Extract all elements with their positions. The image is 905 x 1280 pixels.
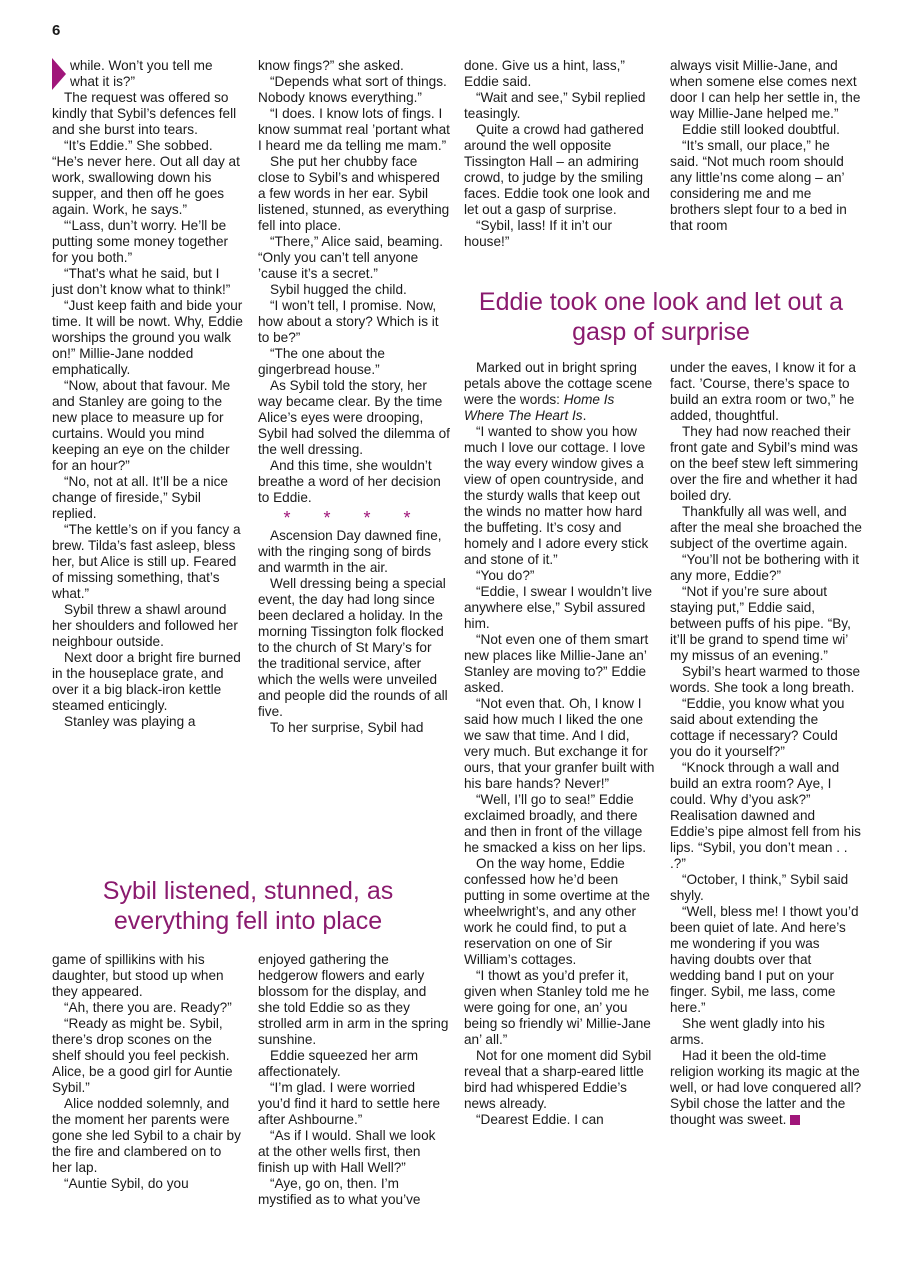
paragraph: “I won’t tell, I promise. Now, how about a story? Which is it to be?” (258, 298, 439, 345)
paragraph: “I does. I know lots of fings. I know summat real ’portant what I heard me da telling me mam.” (258, 106, 450, 153)
paragraph: “Not even that. Oh, I know I said how much I liked the one we saw that time. And I did, very much. But exchange it for ours, that your granfer built with his bare hands? Never!” (464, 696, 655, 791)
paragraph: “Well, I’ll go to sea!” Eddie exclaimed broadly, and there and then in front of the village he smacked a kiss on her lips. (464, 792, 647, 855)
paragraph: “I’m glad. I were worried you’d find it hard to settle here after Ashbourne.” (258, 1080, 441, 1127)
paragraph: “There,” Alice said, beaming. “Only you can’t tell anyone ’cause it’s a secret.” (258, 234, 444, 281)
paragraph: “Well, bless me! I thowt you’d been quiet of late. And here’s me wondering if you was having doubts over that wedding band I put on your finger. Sybil, me lass, come here.” (670, 904, 859, 1015)
paragraph: enjoyed gathering the hedgerow flowers and early blossom for the display, and she told Eddie so as they strolled arm in arm in the spring sunshine. (258, 952, 449, 1047)
paragraph: “The one about the gingerbread house.” (258, 346, 385, 377)
paragraph: Not for one moment did Sybil reveal that a sharp-eared little bird had whispered Eddie’s news already. (464, 1048, 652, 1111)
paragraph: Sybil’s heart warmed to those words. She took a long breath. (670, 664, 861, 695)
paragraph: “That’s what he said, but I just don’t know what to think!” (52, 266, 231, 297)
paragraph: “You’ll not be bothering with it any more, Eddie?” (670, 552, 860, 583)
paragraph: Stanley was playing a (64, 714, 196, 729)
paragraph: “October, I think,” Sybil said shyly. (670, 872, 849, 903)
paragraph: Thankfully all was well, and after the meal she broached the subject of the overtime again. (670, 504, 862, 551)
page-number: 6 (52, 22, 61, 39)
paragraph: “Not even one of them smart new places like Millie-Jane an’ Stanley are moving to?” Eddie asked. (464, 632, 649, 695)
paragraph: “Just keep faith and bide your time. It will be nowt. Why, Eddie worships the ground you walk on!” Millie-Jane nodded emphatically. (52, 298, 243, 377)
paragraph: “Aye, go on, then. I’m mystified as to what you’ve (258, 1176, 421, 1207)
paragraph: She put her chubby face close to Sybil’s and whispered a few words in her ear. Sybil listened, stunned, as everything fell into place. (258, 154, 450, 233)
paragraph: “‘Lass, dun’t worry. He’ll be putting some money together for you both.” (52, 218, 229, 265)
paragraph: “As if I would. Shall we look at the other wells first, then finish up with Hall Well?” (258, 1128, 436, 1175)
column-2-top (258, 58, 450, 736)
paragraph-text: Marked out in bright spring petals above the cottage scene were the words: Home Is Where The Heart Is. (464, 360, 653, 423)
section-break-stars: * * * * (283, 508, 425, 528)
paragraph: Next door a bright fire burned in the houseplace grate, and over it a big black-iron kettle steamed enticingly. (52, 650, 241, 713)
paragraph: “No, not at all. It’ll be a nice change of fireside,” Sybil replied. (52, 474, 228, 521)
paragraph: As Sybil told the story, her way became clear. By the time Alice’s eyes were drooping, Sybil had solved the dilemma of the well dressing. (258, 378, 450, 457)
paragraph: “I thowt as you’d prefer it, given when Stanley told me he were going for one, an’ you being so friendly wi’ Millie-Jane an’ all.” (464, 968, 651, 1047)
paragraph: Alice nodded solemnly, and the moment her parents were gone she led Sybil to a chair by the fire and clambered on to her lap. (52, 1096, 241, 1175)
pull-quote: Eddie took one look and let out a gasp of surprise (478, 288, 844, 346)
paragraph: “Sybil, lass! If it in’t our house!” (464, 218, 612, 249)
paragraph: “Dearest Eddie. I can (476, 1112, 604, 1127)
paragraph: “Knock through a wall and build an extra room? Aye, I could. Why d’you ask?” Realisation dawned and Eddie’s pipe almost fell from his lips. “Sybil, you don’t mean . . .?” (670, 760, 861, 871)
paragraph: To her surprise, Sybil had (270, 720, 424, 735)
paragraph: done. Give us a hint, lass,” Eddie said. (464, 58, 625, 89)
paragraph: Sybil hugged the child. (270, 282, 407, 297)
paragraph: while. Won’t you tell me what it is?” (70, 58, 213, 89)
paragraph: They had now reached their front gate and Sybil’s mind was on the beef stew left simmering over the fire and whether it had boiled dry. (670, 424, 859, 503)
continuation-arrow-icon (52, 58, 66, 90)
paragraph: “Not if you’re sure about staying put,” Eddie said, between puffs of his pipe. “By, it’ll be grand to spend time wi’ my missus of an evening.” (670, 584, 851, 663)
paragraph: “Eddie, I swear I wouldn’t live anywhere else,” Sybil assured him. (464, 584, 653, 631)
column-2-bottom (258, 952, 450, 1208)
paragraph (464, 360, 656, 424)
paragraph: The request was offered so kindly that Sybil’s defences fell and she burst into tears. (52, 90, 237, 137)
paragraph: game of spillikins with his daughter, but stood up when they appeared. (52, 952, 224, 999)
paragraph: She went gladly into his arms. (670, 1016, 825, 1047)
paragraph: “Eddie, you know what you said about extending the cottage if necessary? Could you do it yourself?” (670, 696, 845, 759)
column-4-top (670, 58, 862, 234)
paragraph: Ascension Day dawned fine, with the ringing song of birds and warmth in the air. (258, 528, 442, 575)
paragraph-text: Had it been the old-time religion working its magic at the well, or had love conquered all? Sybil chose the latter and the thought was sweet. (670, 1048, 862, 1127)
column-1-bottom (52, 952, 244, 1192)
end-mark-icon (790, 1115, 800, 1125)
paragraph: Quite a crowd had gathered around the well opposite Tissington Hall – an admiring crowd, to judge by the smiling faces. Eddie took one look and let out a gasp of surprise. (464, 122, 650, 217)
paragraph: know fings?” she asked. (258, 58, 404, 73)
paragraph: “The kettle’s on if you fancy a brew. Tilda’s fast asleep, bless her, but Alice is still up. Feared of missing something, that’s what.” (52, 522, 241, 601)
paragraph: “Ready as might be. Sybil, there’s drop scones on the shelf should you feel peckish. Alice, be a good girl for Auntie Sybil.” (52, 1016, 233, 1095)
paragraph: Eddie squeezed her arm affectionately. (258, 1048, 419, 1079)
paragraph: Well dressing being a special event, the day had long since been declared a holiday. In the morning Tissington folk flocked to the church of St Mary’s for the traditional service, after which the wells were unveiled and people did the rounds of all five. (258, 576, 448, 719)
paragraph: On the way home, Eddie confessed how he’d been putting in some overtime at the wheelwright’s, and any other work he could find, to put a reservation on one of Sir William’s cottages. (464, 856, 650, 967)
paragraph: “Depends what sort of things. Nobody knows everything.” (258, 74, 447, 105)
paragraph: “Auntie Sybil, do you (64, 1176, 189, 1191)
paragraph: “Now, about that favour. Me and Stanley are going to the new place to measure up for curtains. Would you mind keeping an eye on the childer for an hour?” (52, 378, 231, 473)
column-3-lower (464, 360, 656, 1128)
paragraph (670, 1048, 862, 1128)
paragraph: “It’s small, our place,” he said. “Not much room should any little’ns come along – an’ considering me and me brothers slept four to a bed in that room (670, 138, 847, 233)
pull-quote: Sybil listened, stunned, as everything fell into place (102, 877, 394, 935)
paragraph: “Wait and see,” Sybil replied teasingly. (464, 90, 646, 121)
paragraph: And this time, she wouldn’t breathe a word of her decision to Eddie. (258, 458, 441, 505)
paragraph: Sybil threw a shawl around her shoulders and followed her neighbour outside. (52, 602, 238, 649)
paragraph: always visit Millie-Jane, and when somene else comes next door I can help her settle in, the way Millie-Jane helped me.” (670, 58, 861, 121)
paragraph: under the eaves, I know it for a fact. ’Course, there’s space to build an extra room or two,” he added, thoughtful. (670, 360, 856, 423)
paragraph: “Ah, there you are. Ready?” (64, 1000, 232, 1015)
column-4-lower (670, 360, 862, 1128)
paragraph: “I wanted to show you how much I love our cottage. I love the way every window gives a view of open countryside, and the sturdy walls that keep out the winds no matter how hard the buffeting. It’s cosy and homely and I adore every stick and stone of it.” (464, 424, 649, 567)
column-1-top (52, 58, 244, 730)
paragraph: “You do?” (476, 568, 535, 583)
paragraph: Eddie still looked doubtful. (682, 122, 840, 137)
paragraph: “It’s Eddie.” She sobbed. “He’s never here. Out all day at work, swallowing down his supper, and then off he goes again. Work, he says.” (52, 138, 240, 217)
column-3-top (464, 58, 656, 250)
